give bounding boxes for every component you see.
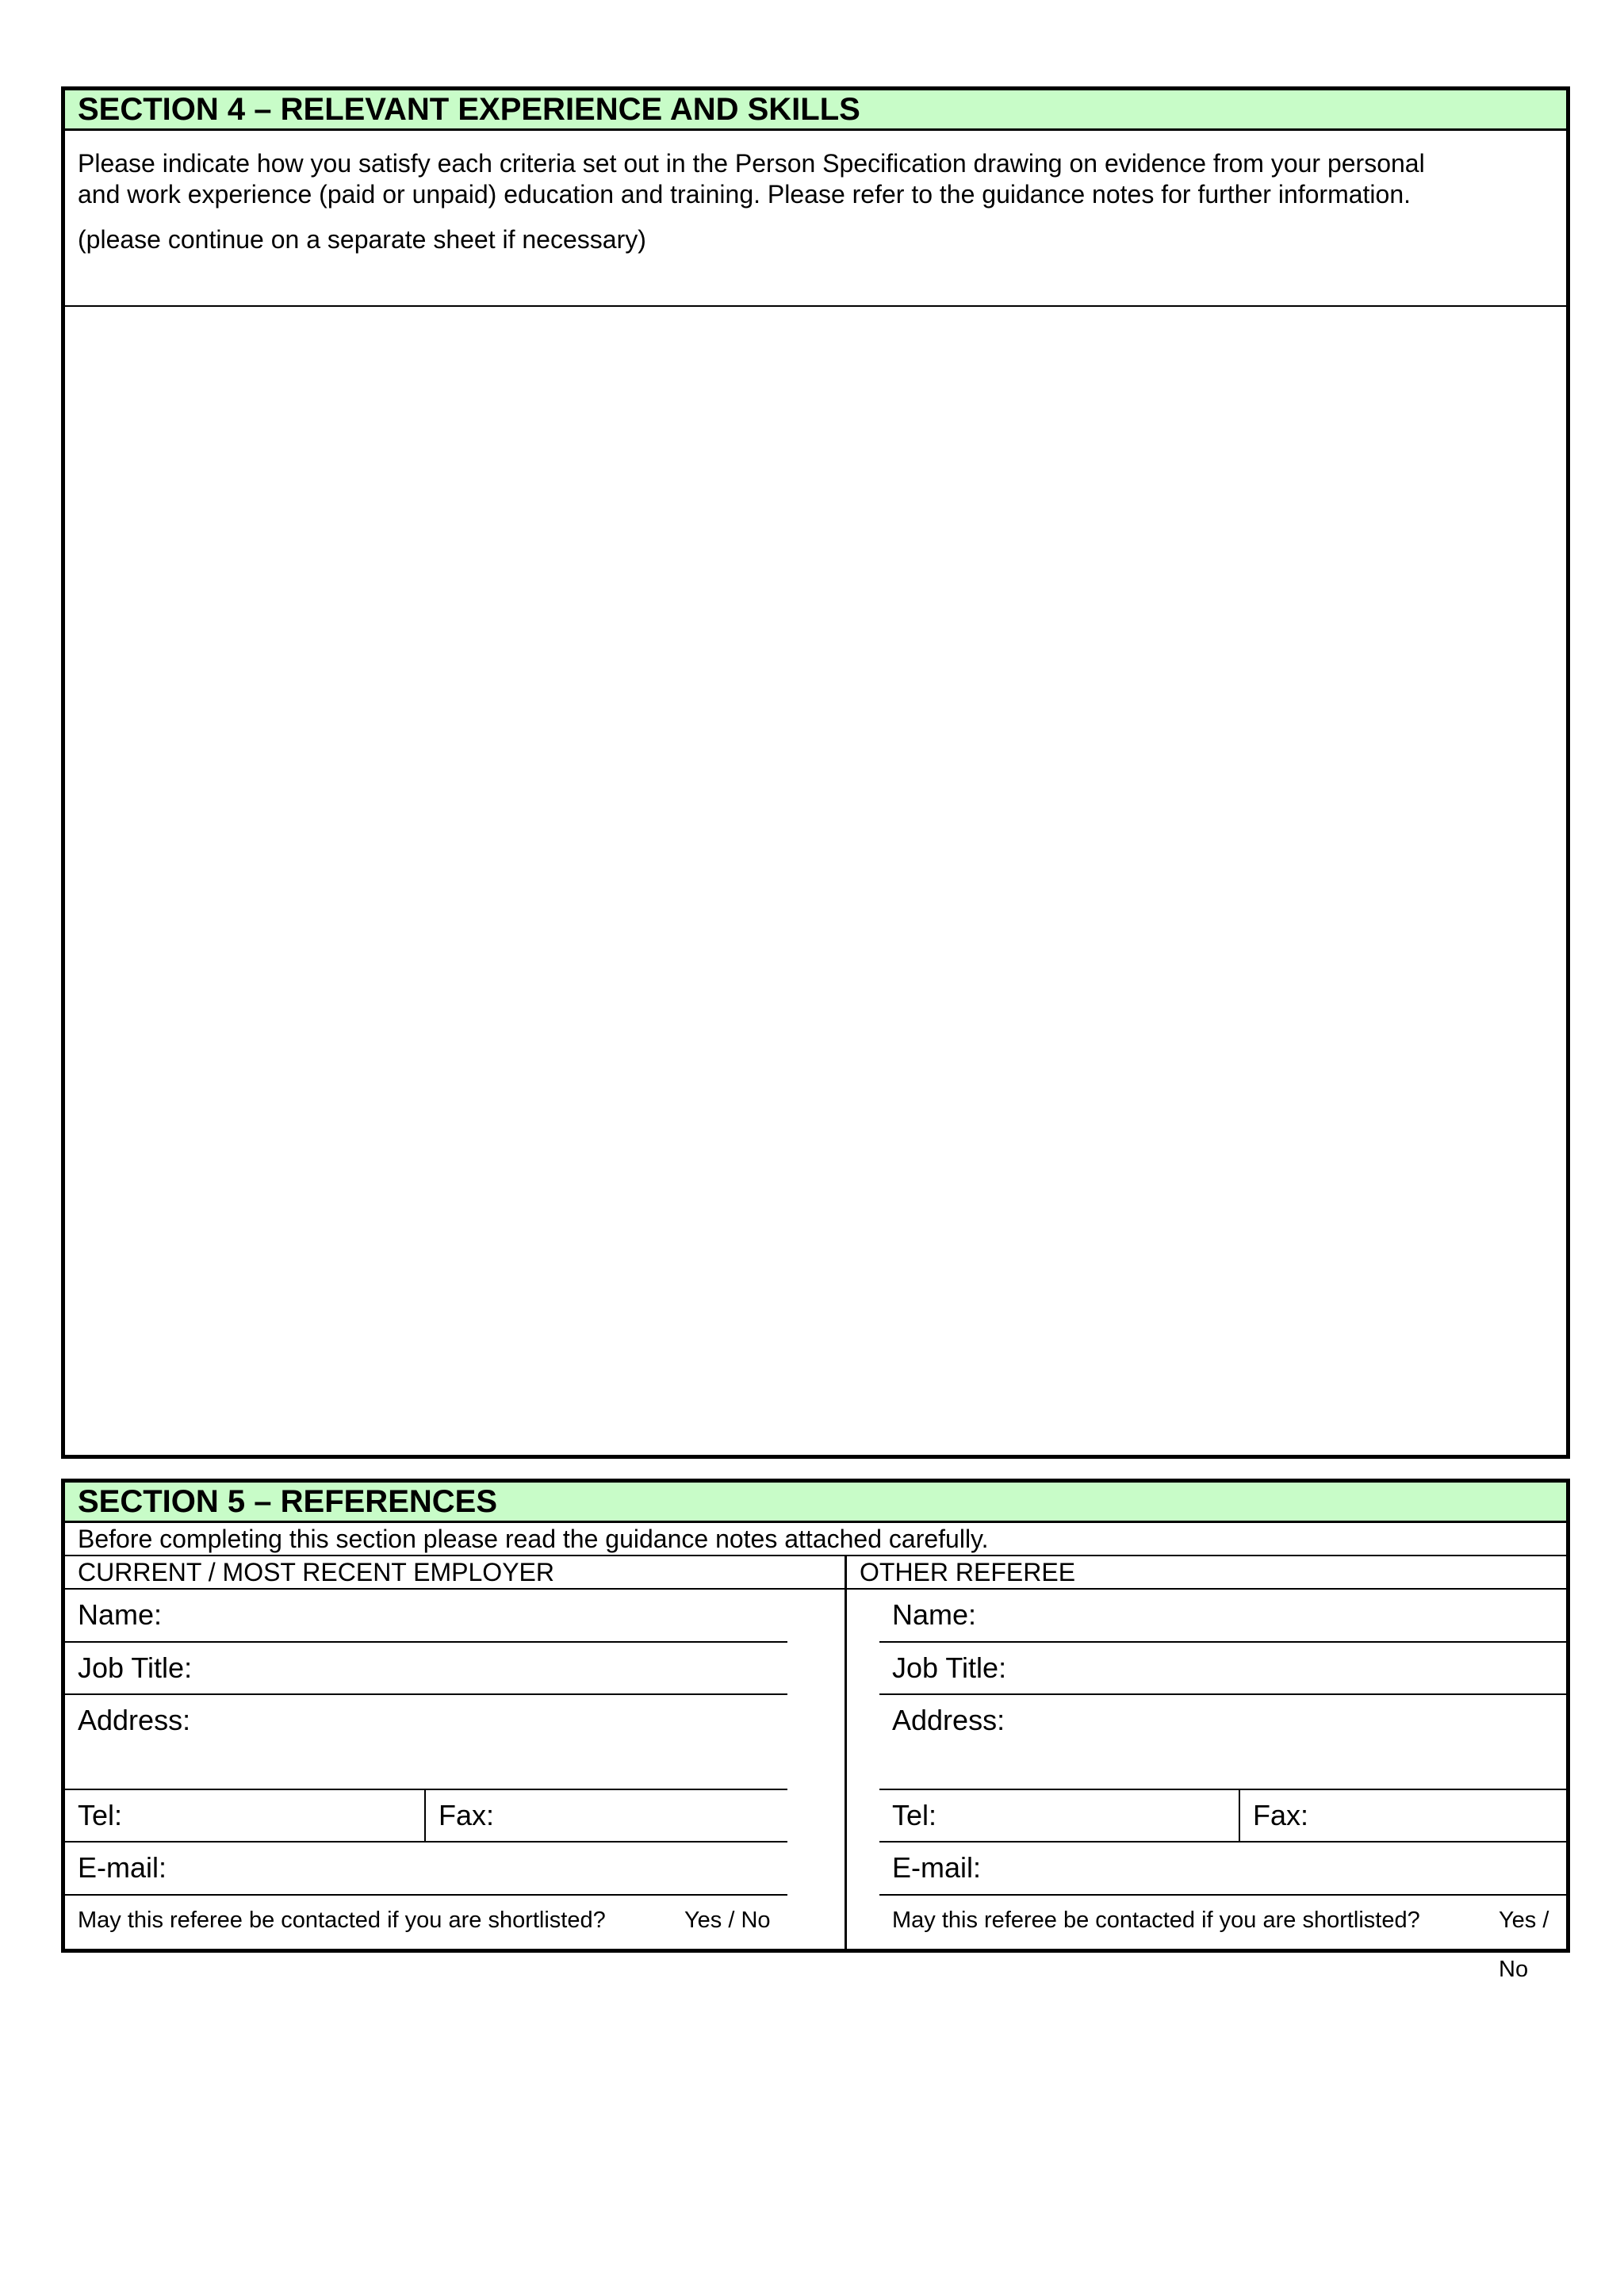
right-name-label: Name:: [892, 1598, 977, 1631]
section-4-title: SECTION 4 – RELEVANT EXPERIENCE AND SKILLS: [65, 90, 1566, 131]
left-referee-address-field[interactable]: [65, 1695, 787, 1790]
references-note: Before completing this section please read the guidance notes attached carefully.: [65, 1523, 1566, 1556]
right-referee-job-title-field[interactable]: [879, 1643, 1566, 1695]
section-5-box: [61, 1479, 1570, 1982]
left-fax-label: Fax:: [439, 1799, 495, 1831]
left-name-label: Name:: [78, 1598, 163, 1631]
left-referee-fax-field[interactable]: [426, 1790, 787, 1841]
right-address-label: Address:: [892, 1704, 1005, 1736]
left-referee-name-field[interactable]: [65, 1590, 787, 1643]
section-4-box: [61, 86, 1570, 1459]
left-referee-consent: [78, 1896, 787, 1945]
right-referee-email-field[interactable]: [879, 1843, 1566, 1896]
right-email-label: E-mail:: [892, 1851, 982, 1884]
left-referee-job-title-field[interactable]: [65, 1643, 787, 1695]
section-4-intro: [65, 131, 1566, 255]
right-referee-heading: OTHER REFEREE: [847, 1556, 1566, 1590]
column-divider: [845, 1556, 847, 1949]
section-4-continue-note: (please continue on a separate sheet if necessary): [78, 225, 646, 254]
left-referee-email-field[interactable]: [65, 1843, 787, 1896]
right-fax-label: Fax:: [1253, 1799, 1309, 1831]
left-consent-question: May this referee be contacted if you are shortlisted?: [78, 1908, 606, 1933]
right-referee-name-field[interactable]: [879, 1590, 1566, 1643]
left-tel-label: Tel:: [78, 1799, 123, 1831]
left-referee-heading: CURRENT / MOST RECENT EMPLOYER: [65, 1556, 845, 1590]
left-address-label: Address:: [78, 1704, 191, 1736]
right-tel-label: Tel:: [892, 1799, 937, 1831]
right-consent-question: May this referee be contacted if you are shortlisted?: [892, 1908, 1420, 1933]
section-4-intro-line-1: Please indicate how you satisfy each criteria set out in the Person Specification drawing on evidence from your personal: [78, 149, 1425, 178]
left-job-title-label: Job Title:: [78, 1651, 193, 1684]
section-4-intro-line-2: and work experience (paid or unpaid) education and training. Please refer to the guidance notes for further information.: [78, 180, 1411, 209]
section-5-title: SECTION 5 – REFERENCES: [65, 1483, 1566, 1523]
right-consent-yes-no[interactable]: Yes / No: [1499, 1908, 1549, 1982]
left-email-label: E-mail:: [78, 1851, 167, 1884]
right-job-title-label: Job Title:: [892, 1651, 1007, 1684]
right-referee-fax-field[interactable]: [1240, 1790, 1566, 1841]
right-referee-address-field[interactable]: [879, 1695, 1566, 1790]
experience-answer-area[interactable]: [65, 305, 1566, 1455]
left-consent-yes-no[interactable]: Yes / No: [684, 1908, 771, 1933]
right-referee-consent: [892, 1896, 1566, 1982]
